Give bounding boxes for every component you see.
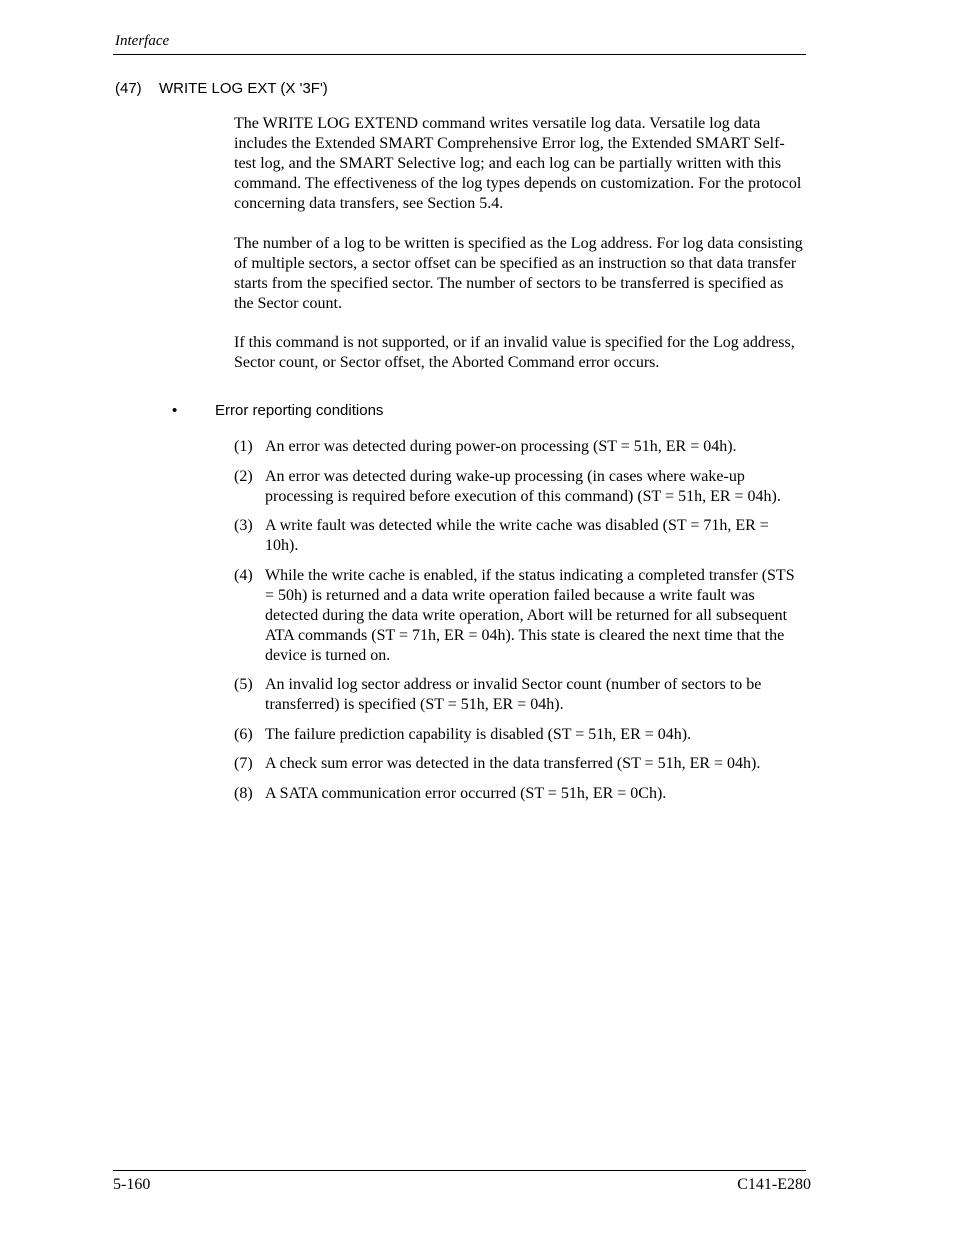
section-number: (47) [115, 80, 142, 97]
list-item [234, 784, 806, 804]
section-title: WRITE LOG EXT (X '3F') [159, 80, 328, 97]
list-item [234, 437, 806, 457]
bullet-icon: • [172, 402, 178, 419]
error-conditions-list [234, 437, 806, 813]
list-item [234, 516, 806, 556]
item-number: (1) [234, 438, 253, 455]
item-text: The failure prediction capability is disabled (ST = 51h, ER = 04h). [265, 725, 692, 743]
item-text: A SATA communication error occurred (ST = 51h, ER = 0Ch). [265, 784, 667, 802]
list-item [234, 467, 806, 507]
item-text: An error was detected during wake-up processing (in cases where wake-up processing is required before execution of this command) (ST = 51h, ER = 04h). [265, 467, 781, 505]
page-number: 5-160 [113, 1176, 151, 1193]
paragraph-2: The number of a log to be written is specified as the Log address. For log data consisting of multiple sectors, a sector offset can be specified as an instruction so that data transfer starts from the specified sector. The number of sectors to be transferred is specified as the Sector count. [234, 235, 803, 312]
item-number: (7) [234, 755, 253, 772]
item-number: (4) [234, 566, 253, 584]
paragraph-1: The WRITE LOG EXTEND command writes versatile log data. Versatile log data includes the Extended SMART Comprehensive Error log, the Extended SMART Self-test log, and the SMART Selective log; and each log can be partially written with this command. The effectiveness of the log types depends on customization. For the protocol concerning data transfers, see Section 5.4. [234, 115, 802, 212]
item-text: An invalid log sector address or invalid Sector count (number of sectors to be transferred) is specified (ST = 51h, ER = 04h). [265, 676, 762, 713]
paragraph-3: If this command is not supported, or if an invalid value is specified for the Log address, Sector count, or Sector offset, the Aborted Command error occurs. [234, 334, 795, 371]
item-number: (3) [234, 517, 253, 534]
bullet-text: Error reporting conditions [215, 402, 384, 419]
document-id: C141-E280 [737, 1176, 811, 1193]
list-item [234, 754, 806, 774]
list-item [234, 675, 806, 715]
running-header: Interface [115, 33, 170, 49]
header-rule [113, 54, 806, 55]
item-text: A write fault was detected while the write cache was disabled (ST = 71h, ER = 10h). [265, 517, 769, 554]
section-heading [115, 80, 328, 97]
item-text: While the write cache is enabled, if the status indicating a completed transfer (STS = 50h) is returned and a data write operation failed because a write fault was detected during the data write operation, Abort will be returned for all subsequent ATA commands (ST = 71h, ER = 04h). This state is cleared the next time that the device is turned on. [265, 566, 795, 664]
list-item [234, 725, 806, 745]
item-text: An error was detected during power-on processing (ST = 51h, ER = 04h). [265, 438, 737, 455]
item-number: (5) [234, 676, 253, 693]
item-number: (2) [234, 467, 253, 485]
list-item [234, 566, 806, 666]
bullet-heading [172, 402, 383, 419]
item-text: A check sum error was detected in the data transferred (ST = 51h, ER = 04h). [265, 755, 761, 772]
footer-rule [113, 1170, 806, 1171]
item-number: (6) [234, 725, 253, 743]
item-number: (8) [234, 784, 253, 802]
